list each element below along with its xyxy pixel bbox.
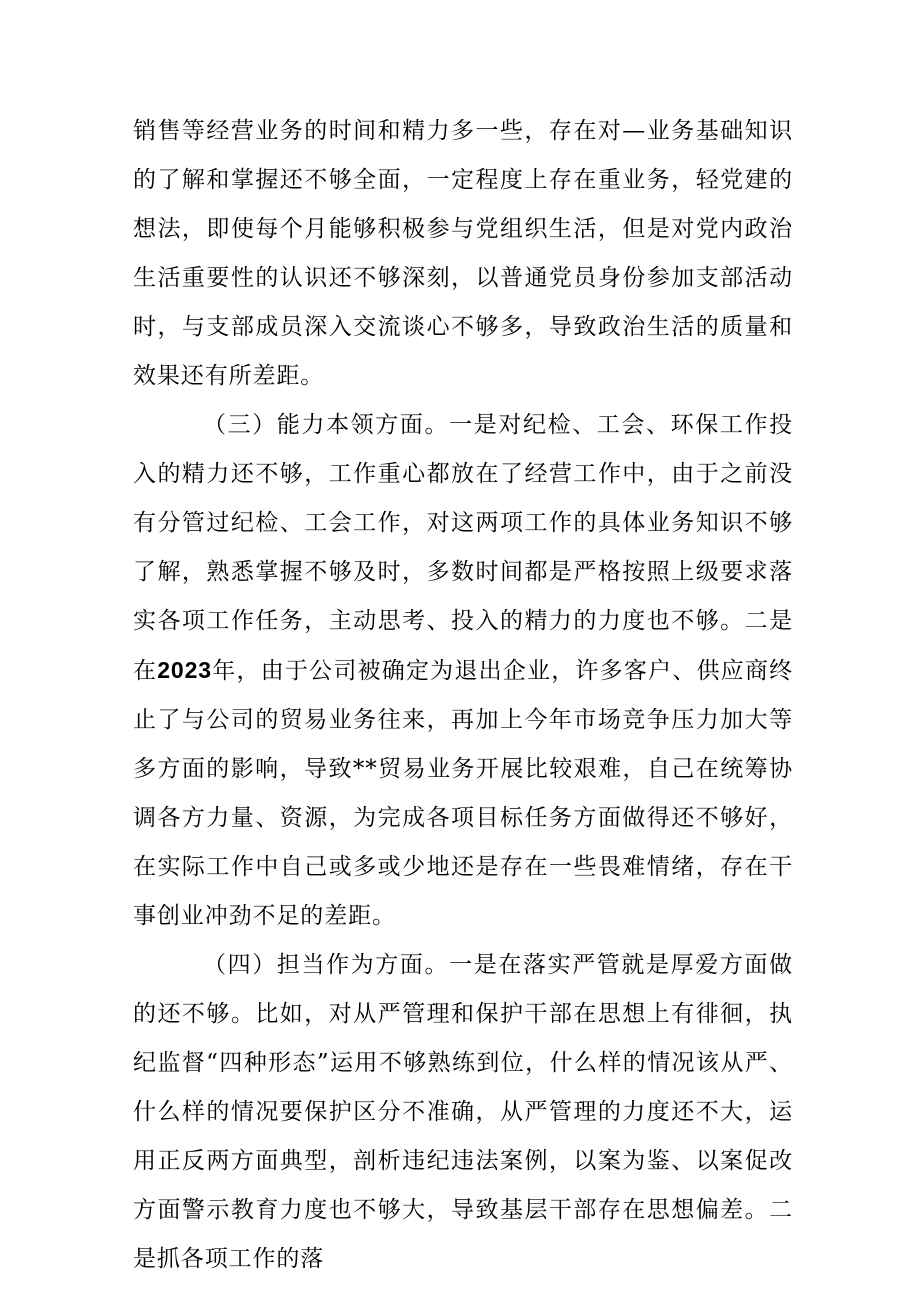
document-page	[133, 107, 793, 1284]
paragraph-text-before-year: （三）能力本领方面。一是对纪检、工会、环保工作投入的精力还不够，工作重心都放在了经营工作中，由于之前没有分管过纪检、工会工作，对这两项工作的具体业务知识不够了解，熟悉掌握不够及时，多数时间都是严格按照上级要求落实各项工作任务，主动思考、投入的精力的力度也不够。二是在	[133, 412, 793, 684]
paragraph-text-after-year: 年，由于公司被确定为退出企业，许多客户、供应商终止了与公司的贸易业务往来，再加上今年市场竞争压力加大等多方面的影响，导致**贸易业务开展比较艰难，自己在统筹协调各方力量、资源，为完成各项目标任务方面做得还不够好，在实际工作中自己或多或少地还是存在一些畏难情绪，存在干事创业冲劲不足的差距。	[133, 658, 793, 929]
year-number: 2023	[157, 657, 212, 683]
paragraph-ability-section	[133, 401, 793, 941]
paragraph-responsibility-section: （四）担当作为方面。一是在落实严管就是厚爱方面做的还不够。比如，对从严管理和保护干部在思想上有徘徊，执纪监督“四种形态”运用不够熟练到位，什么样的情况该从严、什么样的情况要保护区分不准确，从严管理的力度还不大，运用正反两方面典型，剖析违纪违法案例，以案为鉴、以案促改方面警示教育力度也不够大，导致基层干部存在思想偏差。二是抓各项工作的落	[133, 952, 793, 1272]
paragraph-continuation: 销售等经营业务的时间和精力多一些，存在对—业务基础知识的了解和掌握还不够全面，一定程度上存在重业务，轻党建的想法，即使每个月能够积极参与党组织生活，但是对党内政治生活重要性的认识还不够深刻，以普通党员身份参加支部活动时，与支部成员深入交流谈心不够多，导致政治生活的质量和效果还有所差距。	[133, 118, 793, 389]
